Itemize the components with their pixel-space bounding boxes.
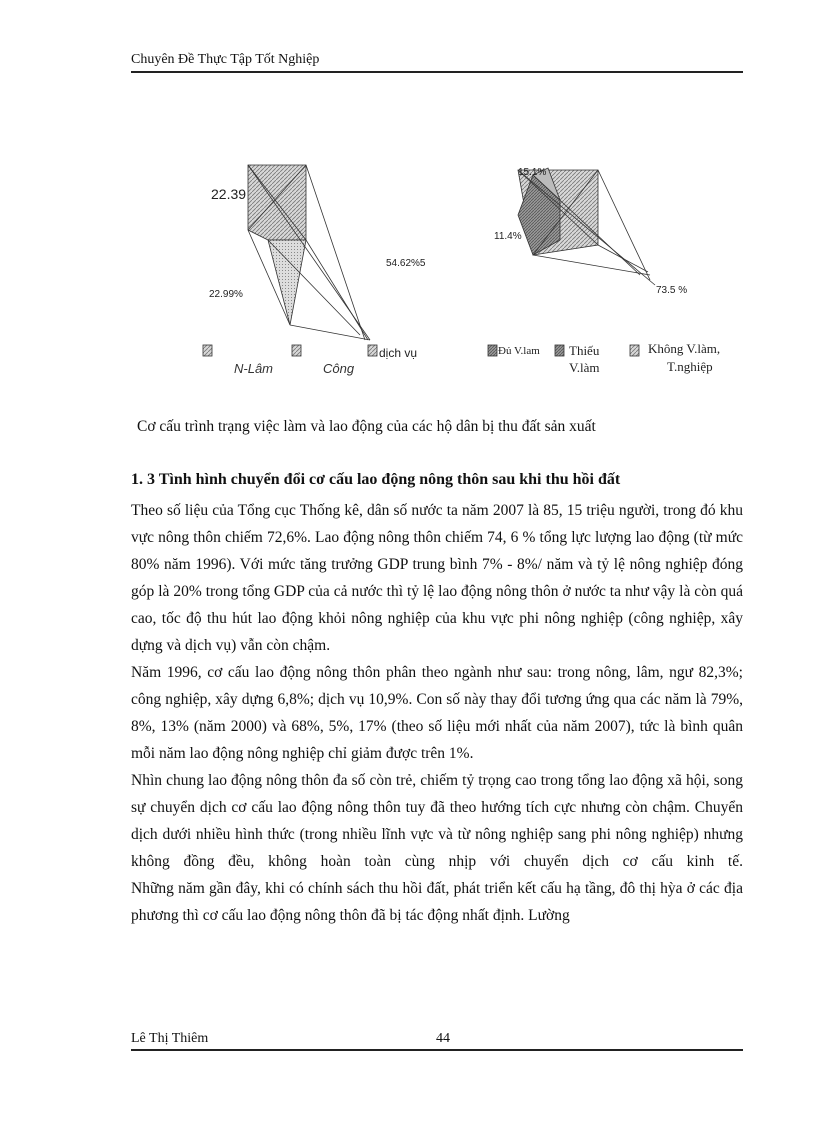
paragraph-1: Theo số liệu của Tổng cục Thống kê, dân số nước ta năm 2007 là 85, 15 triệu người, trong đó khu vực nông thôn chiếm 72,6%. Lao động nông thôn chiếm 74, 6 % tổng lực lượng lao động (từ mức 80% năm 1996). Với mức tăng trưởng GDP trung bình 7% - 8%/ năm và tỷ lệ nông nghiệp đóng góp là 20% trong tổng GDP của cả nước thì tỷ lệ lao động nông thôn ở nước ta như vậy là còn quá cao, tốc độ thu hút lao động khỏi nông nghiệp của khu vực phi nông nghiệp (công nghiệp, xây dựng và dịch vụ) vẫn còn chậm. [131,502,743,654]
figure-caption: Cơ cấu trình trạng việc làm và lao động của các hộ dân bị thu đất sản xuất [137,418,596,435]
body-text [131,497,743,929]
paragraph-4: Những năm gần đây, khi có chính sách thu hồi đất, phát triển kết cấu hạ tầng, đô thị hỳa ở các địa phương thì cơ cấu lao động nông thôn đã bị tác động nhất định. Lường [131,880,743,924]
charts-figure [0,0,816,400]
section-title: 1. 3 Tình hình chuyển đổi cơ cấu lao động nông thôn sau khi thu hồi đất [131,471,621,488]
right-legend-swatch-1 [488,345,497,356]
paragraph-2: Năm 1996, cơ cấu lao động nông thôn phân theo ngành như sau: trong nông, lâm, ngư 82,3%; công nghiệp, xây dựng 6,8%; dịch vụ 10,9%. Con số này thay đổi tương ứng qua các năm là 79%, 8%, 13% (năm 2000) và 68%, 5%, 17% (theo số liệu mới nhất của năm 2007), tức là bình quân mỗi năm lao động nông nghiệp chỉ giảm được trên 1%. [131,664,743,762]
right-legend-swatch-3 [630,345,639,356]
left-legend-swatch-3 [368,345,377,356]
right-legend-label-2b: V.làm [569,360,600,375]
left-chart [248,165,370,340]
left-legend-label-3: dịch vụ [379,346,418,360]
right-legend-label-3: Không V.làm, [648,341,721,356]
right-label-2: 11.4% [494,231,522,242]
paragraph-3: Nhìn chung lao động nông thôn đa số còn trẻ, chiếm tỷ trọng cao trong tổng lao động xã hội, song sự chuyển dịch cơ cấu lao động nông thôn tuy đã theo hướng tích cực nhưng còn chậm. Chuyển dịch dưới nhiều hình thức (trong nhiều lĩnh vực và từ nông nghiệp sang phi nông nghiệp) nhưng không đồng đều, không hoàn toàn cùng nhịp với chuyển dịch cơ cấu kinh tế. [131,772,743,870]
footer-author: Lê Thị Thiêm [131,1031,209,1046]
right-label-3: 73.5 % [656,285,688,296]
left-slice-bottom [268,240,306,325]
page-header: Chuyên Đề Thực Tập Tốt Nghiệp [131,52,320,67]
right-label-1: 15.1% [518,167,547,178]
left-label-2: 22.99% [209,289,243,300]
left-legend-under-1: N-Lâm [234,361,274,376]
right-legend-swatch-2 [555,345,564,356]
page-number: 44 [436,1031,450,1046]
left-label-3: 54.62%5 [386,258,426,269]
left-legend-under-2: Công [323,361,355,376]
left-legend-swatch-1 [203,345,212,356]
footer-rule [131,1049,743,1051]
right-legend-label-1: Đủ V.lam [498,345,540,357]
right-legend-label-3b: T.nghiệp [667,359,713,374]
left-legend-swatch-2 [292,345,301,356]
right-chart [518,168,655,285]
right-legend-label-2: Thiếu [569,343,600,358]
left-label-1: 22.39 [211,186,247,202]
